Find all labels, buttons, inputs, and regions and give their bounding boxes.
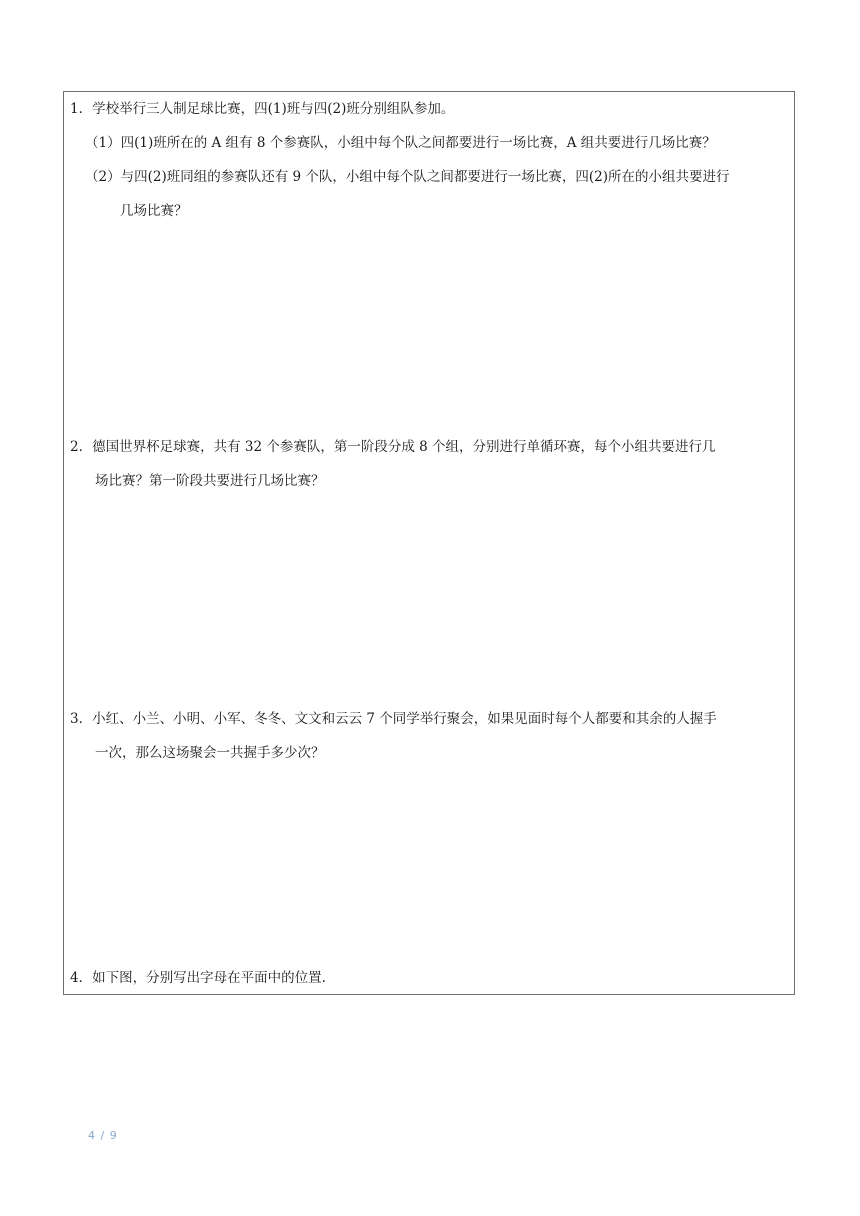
question-1-sub-1 [85, 133, 716, 153]
question-1-number: 1． [70, 101, 93, 117]
question-1-text: 学校举行三人制足球比赛，四(1)班与四(2)班分别组队参加。 [92, 101, 455, 117]
question-2-number: 2． [70, 439, 93, 455]
question-1-sub-2-text: 与四(2)班同组的参赛队还有 9 个队，小组中每个队之间都要进行一场比赛，四(2)所在的小组共要进行 [120, 169, 730, 185]
question-4 [70, 968, 326, 988]
question-2-continuation: 场比赛？第一阶段共要进行几场比赛？ [95, 473, 325, 489]
question-1-sub-2-label: （2） [85, 169, 121, 185]
question-4-text: 如下图，分别写出字母在平面中的位置. [92, 970, 326, 986]
question-4-number: 4． [70, 970, 93, 986]
question-3-text: 小红、小兰、小明、小军、冬冬、文文和云云 7 个同学举行聚会，如果见面时每个人都要和其余的人握手 [92, 711, 717, 727]
question-1-sub-2-continuation: 几场比赛？ [120, 203, 188, 219]
question-1-sub-2 [85, 167, 730, 187]
question-1 [70, 99, 454, 119]
question-1-sub-1-label: （1） [85, 135, 121, 151]
page-number: 4 / 9 [88, 1129, 118, 1142]
question-2 [70, 437, 716, 457]
question-1-sub-1-text: 四(1)班所在的 A 组有 8 个参赛队，小组中每个队之间都要进行一场比赛，A 组共要进行几场比赛？ [120, 135, 716, 151]
question-3-continuation: 一次，那么这场聚会一共握手多少次？ [95, 745, 325, 761]
question-3 [70, 709, 717, 729]
question-frame [63, 91, 795, 995]
question-2-text: 德国世界杯足球赛，共有 32 个参赛队，第一阶段分成 8 个组，分别进行单循环赛，每个小组共要进行几 [92, 439, 716, 455]
question-3-number: 3． [70, 711, 93, 727]
